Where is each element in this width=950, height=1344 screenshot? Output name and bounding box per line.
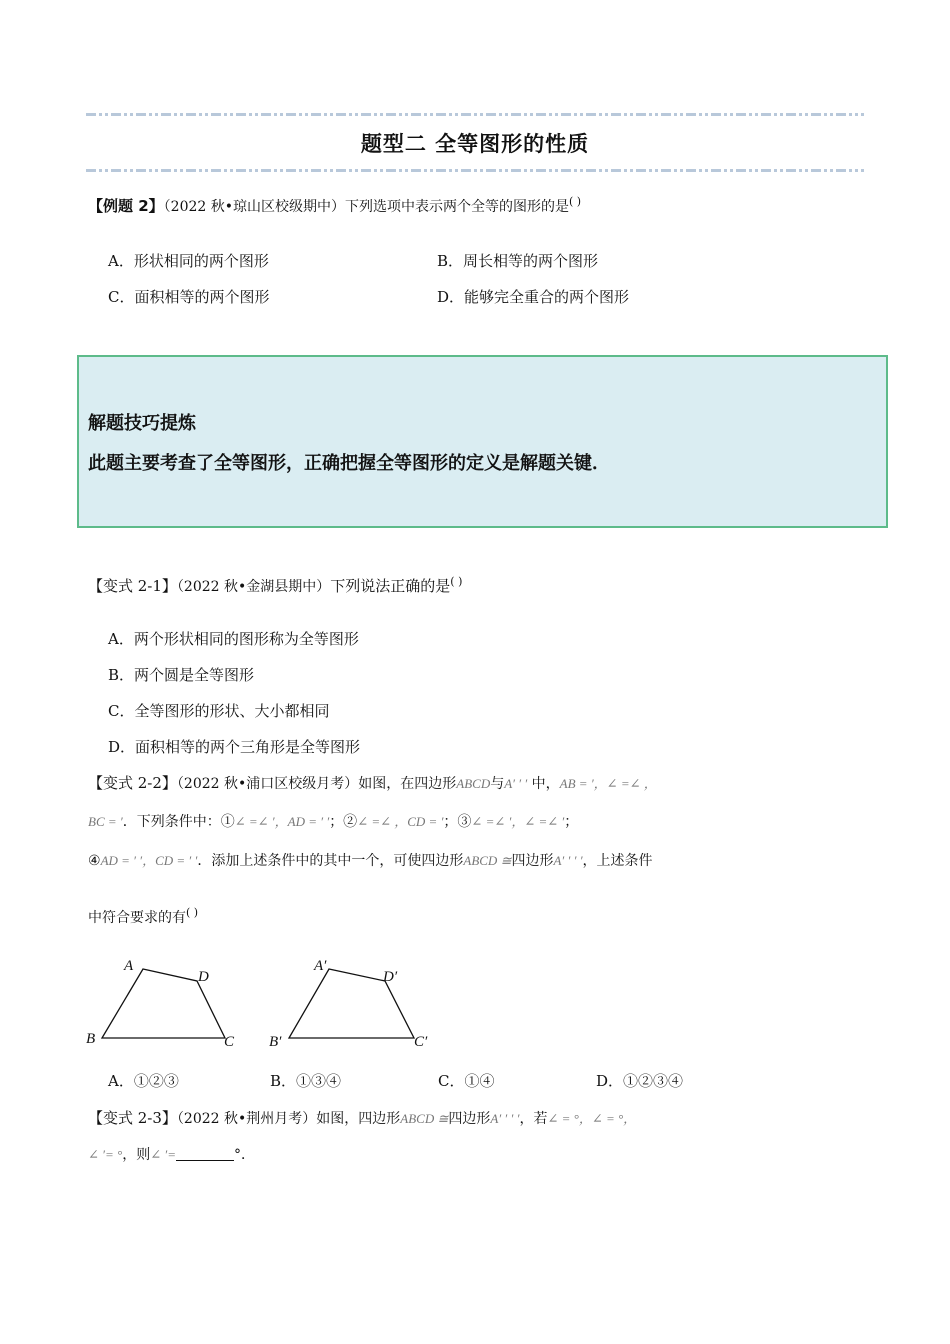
- math-expr: ABCD ≅: [400, 1111, 449, 1126]
- vertex-label: A: [124, 958, 134, 974]
- option-text: 能够完全重合的两个图形: [464, 288, 630, 306]
- text: ，则: [122, 1147, 151, 1163]
- text: 如图，四边形: [316, 1111, 401, 1127]
- variant22-option-c: [438, 1071, 495, 1091]
- option-label: A．: [108, 1072, 134, 1090]
- vertex-label: A′: [314, 958, 327, 974]
- tip-heading: 解题技巧提炼: [88, 413, 196, 434]
- option-label: D．: [108, 738, 136, 756]
- vertex-label: D: [198, 969, 209, 985]
- variant21-option-d: [108, 737, 360, 757]
- answer-paren: ( ): [450, 575, 463, 588]
- math-expr: ∠ =∠ ′，∠ =∠ ′: [471, 814, 565, 829]
- vertex-label: C′: [414, 1034, 428, 1050]
- math-expr: BC = ′: [88, 814, 123, 829]
- option-text: ①②③④: [623, 1072, 684, 1090]
- math-expr: AB = ′，∠ =∠ ，: [559, 776, 657, 791]
- option-label: C．: [108, 702, 135, 720]
- variant21-question: [88, 572, 462, 597]
- text: ，上述条件: [582, 853, 653, 869]
- example2-text: 下列选项中表示两个全等的图形的是: [345, 199, 570, 215]
- math-expr: ∠ =∠ ′，AD = ′ ′: [234, 814, 330, 829]
- variant22-option-d: [596, 1071, 683, 1091]
- option-text: ①④: [464, 1072, 495, 1090]
- variant21-source: （2022 秋•金湖县期中）: [176, 579, 331, 595]
- variant22-option-b: [270, 1071, 341, 1091]
- variant21-text: 下列说法正确的是: [330, 577, 451, 595]
- option-text: 面积相等的两个三角形是全等图形: [135, 738, 361, 756]
- variant22-line2: [88, 812, 578, 832]
- variant23-line1: [88, 1108, 636, 1129]
- option-label: B．: [108, 666, 135, 684]
- vertex-label: B: [86, 1031, 96, 1047]
- math-expr: ∠ = °，∠ = °，: [547, 1111, 637, 1126]
- text: ，若: [519, 1111, 548, 1127]
- variant21-option-a: [108, 629, 359, 649]
- example2-option-b: [437, 251, 598, 271]
- variant22-line3: [88, 851, 653, 871]
- option-label: A．: [108, 252, 134, 270]
- option-label: C．: [438, 1072, 465, 1090]
- text: 如图，在四边形: [358, 776, 457, 792]
- option-label: A．: [108, 630, 134, 648]
- variant22-tag: 【变式 2-2】: [88, 774, 177, 792]
- option-text: 全等图形的形状、大小都相同: [134, 702, 330, 720]
- math-expr: ABCD ≅: [463, 853, 512, 868]
- vertex-label: C: [224, 1034, 235, 1050]
- option-label: C．: [108, 288, 135, 306]
- vertex-label: D′: [383, 969, 398, 985]
- answer-paren: ( ): [569, 195, 582, 208]
- variant23-tag: 【变式 2-3】: [88, 1109, 177, 1127]
- text: 中符合要求的有: [88, 910, 186, 926]
- option-text: 形状相同的两个图形: [133, 252, 269, 270]
- example2-option-d: [437, 287, 629, 307]
- math-expr: A′ ′ ′: [504, 776, 528, 791]
- example2-option-a: [108, 251, 269, 271]
- example2-tag: 【例题 2】: [88, 197, 164, 215]
- option-label: B．: [270, 1072, 297, 1090]
- text: 中，: [527, 776, 560, 792]
- variant21-tag: 【变式 2-1】: [88, 577, 177, 595]
- text: ④: [88, 853, 101, 869]
- option-label: D．: [596, 1072, 624, 1090]
- variant22-option-a: [108, 1071, 179, 1091]
- math-expr: ABCD: [456, 776, 491, 791]
- math-expr: ∠ ′=: [150, 1147, 176, 1162]
- text: °．: [233, 1147, 255, 1163]
- variant21-option-c: [108, 701, 330, 721]
- option-text: 两个圆是全等图形: [134, 666, 255, 684]
- text: 四边形: [448, 1111, 491, 1127]
- answer-paren: ( ): [186, 906, 199, 919]
- header-divider-bottom: [86, 169, 864, 172]
- option-text: 面积相等的两个图形: [134, 288, 270, 306]
- tip-body: 此题主要考查了全等图形，正确把握全等图形的定义是解题关键．: [88, 453, 610, 474]
- variant23-line2: [88, 1145, 255, 1165]
- text: ．添加上述条件中的其中一个，可使四边形: [197, 853, 464, 869]
- option-label: B．: [437, 252, 464, 270]
- variant22-line4: [88, 903, 198, 928]
- section-title: 题型二 全等图形的性质: [360, 132, 590, 156]
- math-expr: A′ ′ ′ ′: [490, 1111, 520, 1126]
- variant22-line1: [88, 773, 657, 794]
- math-expr: ∠ ′= °: [88, 1147, 123, 1162]
- tip-box: [77, 355, 888, 528]
- example2-question: [88, 192, 581, 217]
- text: 与: [490, 776, 505, 792]
- variant21-option-b: [108, 665, 254, 685]
- option-text: ①②③: [133, 1072, 179, 1090]
- option-text: 两个形状相同的图形称为全等图形: [133, 630, 359, 648]
- option-text: ①③④: [296, 1072, 342, 1090]
- example2-option-c: [108, 287, 270, 307]
- header-divider-top: [86, 113, 864, 116]
- quadrilateral-figure: [80, 950, 460, 1060]
- math-expr: AD = ′ ′，CD = ′ ′: [100, 853, 198, 868]
- option-label: D．: [437, 288, 465, 306]
- answer-blank[interactable]: [176, 1146, 234, 1161]
- text: ；②: [329, 814, 358, 830]
- text: ；: [564, 814, 579, 830]
- variant23-source: （2022 秋•荆州月考）: [176, 1111, 317, 1127]
- example2-source: （2022 秋•琼山区校级期中）: [163, 199, 346, 215]
- text: ；③: [443, 814, 472, 830]
- math-expr: A′ ′ ′ ′: [553, 853, 583, 868]
- option-text: 周长相等的两个图形: [463, 252, 599, 270]
- variant22-source: （2022 秋•浦口区校级月考）: [176, 776, 359, 792]
- vertex-label: B′: [269, 1034, 282, 1050]
- text: 四边形: [511, 853, 554, 869]
- text: ．下列条件中：①: [122, 814, 235, 830]
- math-expr: ∠ =∠ ，CD = ′: [357, 814, 444, 829]
